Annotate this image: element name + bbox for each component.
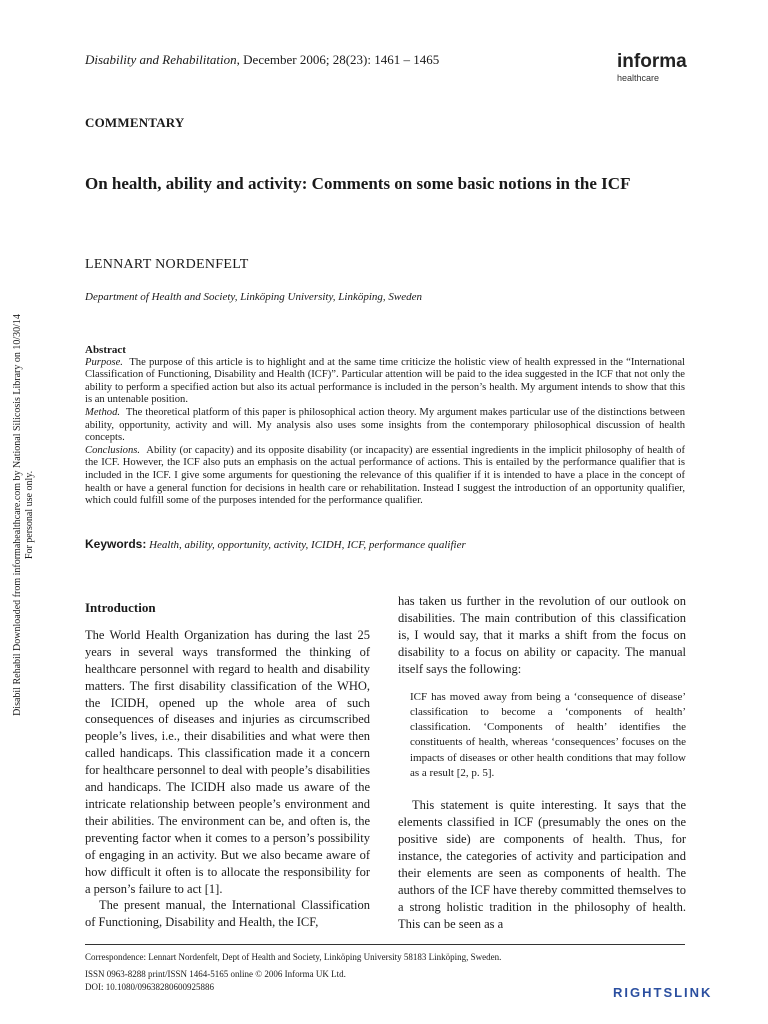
abstract-heading: Abstract	[85, 344, 126, 356]
citation-details: , December 2006; 28(23): 1461 – 1465	[236, 52, 440, 67]
body-column-right	[398, 593, 686, 933]
method-text: The theoretical platform of this paper is philosophical action theory. My argument makes particular use of the distinctions between ability, opportunity, activity and will. My analysis also uses some insights from the contemporary philosophical discussion of health concepts.	[85, 406, 686, 444]
rightslink-logo	[613, 984, 712, 1002]
publisher-logo	[617, 52, 687, 83]
issn: ISSN 0963-8288 print/ISSN 1464-5165 online © 2006 Informa UK Ltd.	[85, 969, 346, 979]
body-paragraph: The present manual, the International Classification of Functioning, Disability and Health, the ICF,	[85, 898, 370, 930]
method-label: Method.	[85, 406, 121, 418]
introduction-heading: Introduction	[85, 600, 156, 615]
journal-citation	[85, 52, 439, 68]
download-watermark	[0, 305, 48, 725]
page-footer	[85, 951, 705, 994]
body-paragraph: has taken us further in the revolution of our outlook on disabilities. The main contribution of this classification is, I would say, that it marks a shift from the focus on disability to a focus on ability or capacity. The manual itself says the following:	[398, 594, 686, 676]
abstract	[85, 344, 685, 508]
publisher-subname: healthcare	[617, 73, 660, 83]
keywords-label: Keywords:	[85, 537, 147, 551]
section-label: COMMENTARY	[85, 115, 185, 130]
conclusions-label: Conclusions.	[85, 444, 141, 456]
purpose-text: The purpose of this article is to highlight and at the same time criticize the holistic view of health expressed in the “International Classification of Functioning, Disability and Health (ICF)”. Particular attention will be paid to the idea suggested in the ICF that not only the ability to perform a specified action but also its actual performance is included in the person’s health. My argument intends to show that this is an untenable position.	[85, 356, 686, 406]
watermark-line-2: For personal use only.	[24, 470, 35, 560]
keywords	[85, 537, 685, 551]
conclusions-text: Ability (or capacity) and its opposite disability (or incapacity) are essential ingredients in the implicit philosophy of health of the ICF. However, the ICF also puts an emphasis on the actual performance of actions. This is entailed by the performance qualifier that is included in the ICF. I give some arguments for questioning the relevance of this qualifier if it is intended to have a place in the concept of health or have a general function for decisions in health care or rehabilitation. Instead I suggest the introduction of an opportunity qualifier, which could fulfill some of the purposes intended for the performance qualifier.	[85, 444, 685, 507]
rightslink-logo-text: RIGHTSLINK	[613, 985, 713, 1000]
doi: DOI: 10.1080/09638280600925886	[85, 982, 214, 992]
body-column-left	[85, 600, 370, 931]
abstract-conclusions	[85, 445, 685, 508]
footer-divider	[85, 944, 685, 945]
abstract-purpose	[85, 357, 685, 407]
article-title: On health, ability and activity: Comments on some basic notions in the ICF	[85, 174, 631, 193]
watermark-line-1: Disabil Rehabil Downloaded from informahealthcare.com by National Silicosis Library on 10/30/14	[12, 314, 23, 716]
body-paragraph: This statement is quite interesting. It says that the elements classified in ICF (presumably the ones on the positive side) are components of health. Thus, for instance, the categories of activity and participation and their elements are seen as components of health. The authors of the ICF have thereby committed themselves to a strong holistic tradition in the philosophy of health. This can be seen as a	[398, 798, 686, 931]
body-paragraph: The World Health Organization has during the last 25 years in several ways transformed the thinking of healthcare personnel with regard to health and disability matters. The first disability classification of the WHO, the ICIDH, opened up the whole area of such consequences of diseases and injuries as circumscribed people’s lives, i.e., their disabilities and what were then called handicaps. This classification made it a concern for healthcare personnel to deal with people’s disabilities and handicaps. The ICIDH also made us aware of the intricate relationship between people’s environment and their abilities. The environment can be, and often is, the preventing factor when it comes to a person’s possibility of engaging in an activity. But we also became aware of how difficult it often is to allocate the responsibility for a person’s failure to act [1].	[85, 627, 370, 896]
keywords-text: Health, ability, opportunity, activity, ICIDH, ICF, performance qualifier	[149, 539, 466, 551]
correspondence: Correspondence: Lennart Nordenfelt, Dept of Health and Society, Linköping University 58183 Linköping, Sweden.	[85, 952, 502, 962]
author-affiliation: Department of Health and Society, Linköping University, Linköping, Sweden	[85, 291, 422, 303]
block-quote: ICF has moved away from being a ‘consequence of disease’ classification to become a ‘components of health’ classification. ‘Components of health’ identifies the constituents of health, whereas ‘consequences’ focuses on the impacts of diseases or other health conditions that may follow as a result [2, p. 5].	[410, 690, 686, 780]
journal-name: Disability and Rehabilitation	[85, 52, 237, 67]
purpose-label: Purpose.	[85, 356, 123, 368]
publisher-name: informa	[617, 51, 687, 72]
abstract-method	[85, 407, 685, 445]
author-name: LENNART NORDENFELT	[85, 257, 249, 272]
